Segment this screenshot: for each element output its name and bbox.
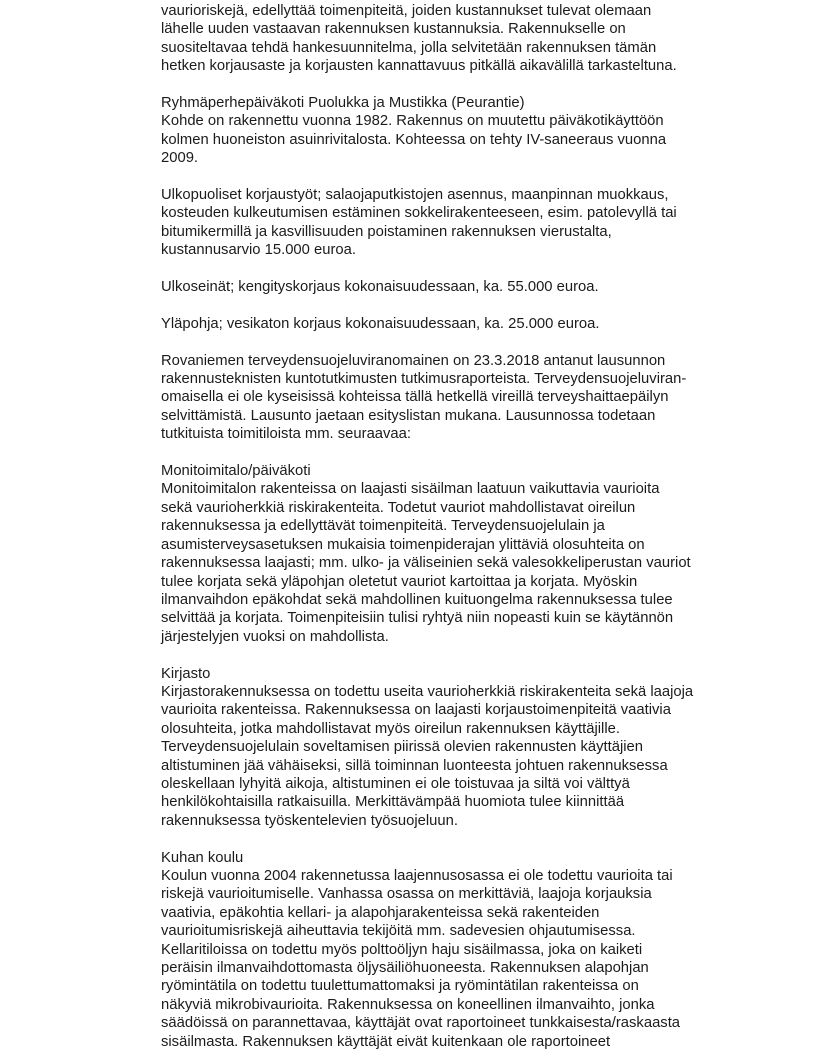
text-line: riskejä vaurioitumiselle. Vanhassa osassa on merkittäviä, laajoja korjauksia (161, 886, 652, 903)
text-line: lähelle uuden vastaavan rakennuksen kustannuksia. Rakennukselle on (161, 21, 626, 38)
text-line: ryömintätila on todettu tuulettumattomaksi ja ryömintätilan rakenteissa on (161, 978, 639, 995)
text-line: Ulkoseinät; kengityskorjaus kokonaisuudessaan, ka. 55.000 euroa. (161, 279, 599, 296)
text-line: henkilökohtaisilla ratkaisuilla. Merkittävämpää huomiota tulee kiinnittää (161, 794, 625, 811)
text-line: rakennuksessa työskentelevien työsuojeluun. (161, 812, 458, 829)
text-line: bitumikermillä ja kasvillisuuden poistaminen rakennuksen vierustalta, (161, 223, 612, 240)
text-line: omaisella ei ole kyseisissä kohteissa tällä hetkellä vireillä terveyshaittaepäilyn (161, 389, 669, 406)
text-line: rakennusteknisten kuntotutkimusten tutkimusraporteista. Terveydensuojeluviran- (161, 371, 687, 388)
paragraph (161, 278, 781, 296)
text-line: Monitoimitalo/päiväkoti (161, 463, 311, 480)
text-line: rakennuksessa laajasti; mm. ulko- ja väliseinien sekä valesokkeliperustan vauriot (161, 555, 691, 572)
text-line: oleskellaan lyhyitä aikoja, altistuminen ei ole toistuvaa ja siltä voi välttyä (161, 775, 630, 792)
text-line: selvittämistä. Lausunto jaetaan esityslistan mukana. Lausunnossa todetaan (161, 407, 656, 424)
paragraph (161, 849, 781, 1051)
paragraph (161, 315, 781, 333)
text-line: selvittää ja korjata. Toimenpiteisiin tulisi ryhtyä niin nopeasti kuin se käytännön (161, 610, 674, 627)
text-line: Ulkopuoliset korjaustyöt; salaojaputkistojen asennus, maanpinnan muokkaus, (161, 187, 669, 204)
text-line: vaurioitumisriskejä aiheuttavia tekijöitä mm. sadevesien ohjautumisessa. (161, 923, 636, 940)
text-line: vaativia, epäkohtia kellari- ja alapohjarakenteissa sekä rakenteiden (161, 904, 600, 921)
text-line: Kirjasto (161, 665, 211, 682)
text-line: Yläpohja; vesikaton korjaus kokonaisuudessaan, ka. 25.000 euroa. (161, 315, 600, 332)
text-line: Monitoimitalon rakenteissa on laajasti sisäilman laatuun vaikuttavia vaurioita (161, 481, 660, 498)
text-line: olosuhteita, jotka mahdollistavat myös oireilun rakennuksen käyttäjille. (161, 720, 620, 737)
text-line: tutkituista toimitiloista mm. seuraavaa: (161, 426, 411, 443)
text-line: altistuminen jää vähäiseksi, sillä toiminnan luonteesta johtuen rakennuksessa (161, 757, 668, 774)
paragraph (161, 352, 781, 444)
text-line: näkyviä mikrobivaurioita. Rakennuksessa on koneellinen ilmanvaihto, jonka (161, 996, 655, 1013)
text-line: Kellaritiloissa on todettu myös polttoöljyn haju sisäilmassa, joka on kaiketi (161, 941, 643, 958)
text-line: säädöissä on parannettavaa, käyttäjät ovat raportoineet tunkkaisesta/raskaasta (161, 1015, 681, 1032)
text-line: järjestelyjen vuoksi on mahdollista. (161, 628, 389, 645)
text-line: rakennuksessa ja edellyttävät toimenpiteitä. Terveydensuojelulain ja (161, 518, 605, 535)
text-line: ilmanvaihdon epäkohdat sekä mahdollinen kuituongelma rakennuksessa tulee (161, 591, 673, 608)
text-line: Kirjastorakennuksessa on todettu useita vaurioherkkiä riskirakenteita sekä laajoja (161, 683, 694, 700)
document-body (161, 2, 781, 1051)
text-line: peräisin ilmanvaihdottomasta öljysäiliöhuoneesta. Rakennuksen alapohjan (161, 960, 649, 976)
paragraph (161, 94, 781, 168)
text-line: Rovaniemen terveydensuojeluviranomainen on 23.3.2018 antanut lausunnon (161, 352, 666, 369)
paragraph (161, 665, 781, 831)
text-line: tulee korjata sekä yläpohjan oletetut vauriot kartoittaa ja korjata. Myöskin (161, 573, 638, 590)
text-line: asumisterveysasetuksen mukaisia toimenpiderajan ylittäviä olosuhteita on (161, 536, 645, 553)
text-line: kolmen huoneiston asuinrivitalosta. Kohteessa on tehty IV-saneeraus vuonna (161, 131, 667, 148)
text-line: sisäilmasta. Rakennuksen käyttäjät eivät kuitenkaan ole raportoineet (161, 1033, 611, 1050)
text-line: kosteuden kulkeutumisen estäminen sokkelirakenteeseen, esim. patolevyllä tai (161, 205, 677, 222)
text-line: vaurioita rakenteissa. Rakennuksessa on laajasti korjaustoimenpiteitä vaativia (161, 702, 671, 719)
text-line: Kohde on rakennettu vuonna 1982. Rakennus on muutettu päiväkotikäyttöön (161, 113, 664, 130)
text-line: Koulun vuonna 2004 rakennetussa laajennusosassa ei ole todettu vaurioita tai (161, 867, 673, 884)
text-line: suositeltavaa tehdä hankesuunnitelma, jolla selvitetään rakennuksen tämän (161, 39, 657, 56)
paragraph (161, 2, 781, 76)
text-line: sekä vaurioherkkiä riskirakenteita. Todetut vauriot mahdollistavat oireilun (161, 499, 636, 516)
text-line: Ryhmäperhepäiväkoti Puolukka ja Mustikka (Peurantie) (161, 95, 525, 112)
text-line: Kuhan koulu (161, 849, 244, 866)
paragraph (161, 186, 781, 260)
text-line: 2009. (161, 150, 199, 167)
text-line: Terveydensuojelulain soveltamisen piirissä olevien rakennusten käyttäjien (161, 739, 643, 756)
text-line: kustannusarvio 15.000 euroa. (161, 242, 356, 259)
text-line: vaurioriskejä, edellyttää toimenpiteitä, joiden kustannukset tulevat olemaan (161, 3, 652, 19)
paragraph (161, 462, 781, 646)
text-line: hetken korjausaste ja korjausten kannattavuus pitkällä aikavälillä tarkasteltuna. (161, 58, 677, 75)
